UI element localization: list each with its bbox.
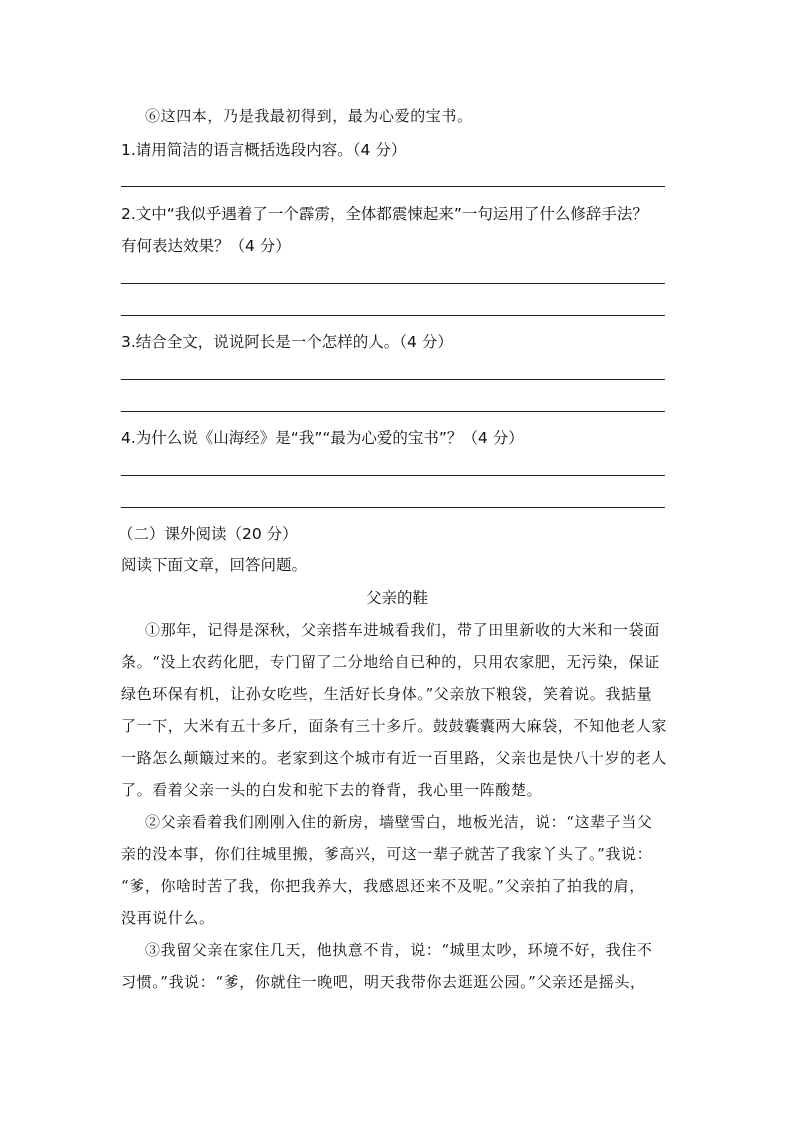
- answer-line: [121, 186, 665, 187]
- question-3: 3.结合全文，说说阿长是一个怎样的人。（4 分）: [121, 333, 453, 351]
- passage-line: ②父亲看着我们刚刚入住的新房，墙壁雪白，地板光洁，说：“这辈子当父: [145, 813, 653, 831]
- passage-line: ①那年，记得是深秋，父亲搭车进城看我们，带了田里新收的大米和一袋面: [145, 621, 660, 639]
- passage-title: 父亲的鞋: [365, 589, 428, 607]
- question-2-line-1: 2.文中“我似乎遇着了一个霹雳，全体都震悚起来”一句运用了什么修辞手法？: [121, 205, 648, 223]
- answer-line: [121, 507, 665, 508]
- passage-line: “爹，你啥时苦了我，你把我养大，我感恩还来不及呢。”父亲拍了拍我的肩，: [121, 877, 645, 895]
- answer-line: [121, 475, 665, 476]
- answer-line: [121, 283, 665, 284]
- passage-line: 了一下，大米有五十多斤，面条有三十多斤。鼓鼓囊囊两大麻袋，不知他老人家: [121, 717, 668, 735]
- section-instruction: 阅读下面文章，回答问题。: [121, 556, 308, 574]
- question-2-line-2: 有何表达效果？（4 分）: [121, 237, 291, 255]
- passage-line: 一路怎么颠簸过来的。老家到这个城市有近一百里路，父亲也是快八十岁的老人: [121, 749, 668, 767]
- passage-line: 亲的没本事，你们往城里搬，爹高兴，可这一辈子就苦了我家丫头了。”我说：: [121, 845, 653, 863]
- passage-line: 条。“没上农药化肥，专门留了二分地给自已种的，只用农家肥，无污染，保证: [121, 653, 660, 671]
- section-heading: （二）课外阅读（20 分）: [118, 525, 298, 543]
- answer-line: [121, 411, 665, 412]
- passage-line: 了。看着父亲一头的白发和驼下去的脊背，我心里一阵酸楚。: [121, 781, 543, 799]
- passage-line: ③我留父亲在家住几天，他执意不肯，说：“城里太吵，环境不好，我住不: [145, 941, 653, 959]
- passage-line: 绿色环保有机，让孙女吃些，生活好长身体。”父亲放下粮袋，笑着说。我掂量: [121, 685, 653, 703]
- intro-line: ⑥这四本，乃是我最初得到，最为心爱的宝书。: [145, 107, 473, 125]
- passage-line: 没再说什么。: [121, 909, 215, 927]
- answer-line: [121, 379, 665, 380]
- question-1: 1.请用简洁的语言概括选段内容。（4 分）: [121, 141, 407, 159]
- answer-line: [121, 315, 665, 316]
- question-4: 4.为什么说《山海经》是“我”“最为心爱的宝书”？（4 分）: [121, 429, 524, 447]
- passage-line: 习惯。”我说：“爹，你就住一晚吧，明天我带你去逛逛公园。”父亲还是摇头，: [121, 973, 646, 991]
